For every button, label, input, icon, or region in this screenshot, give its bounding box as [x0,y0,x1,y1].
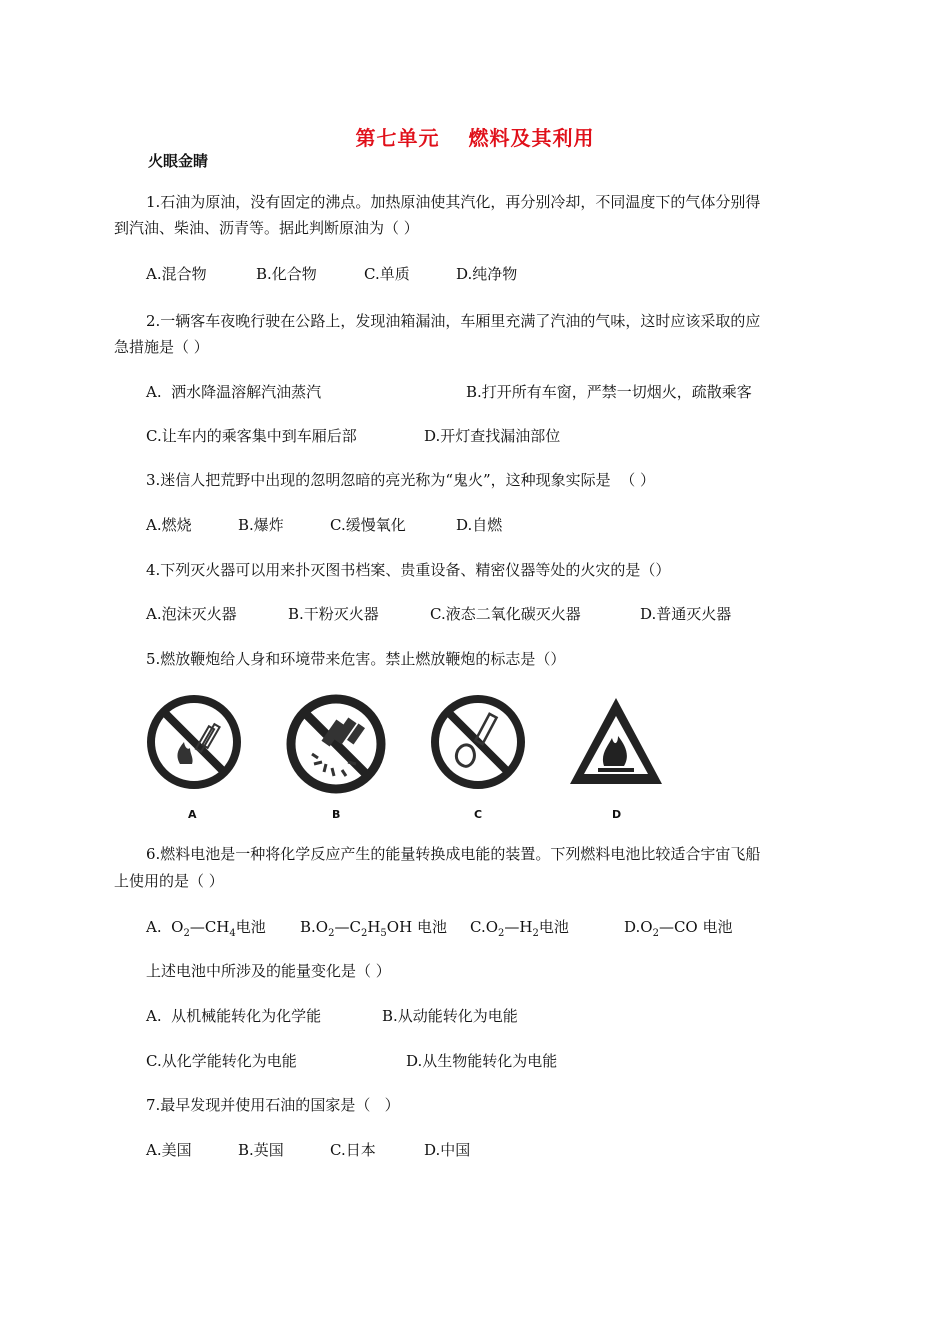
no-fire-sign-a [144,692,244,792]
section-heading: 火眼金睛 [148,152,209,170]
q7-option-c: C.日本 [330,1141,376,1159]
q6-option-d: $D.O_2—CO$ 电池 [624,918,733,939]
q3-option-b: B.爆炸 [238,516,284,534]
q6-sub-option-b: B.从动能转化为电能 [382,1007,518,1025]
q6-sub-stem: 上述电池中所涉及的能量变化是（ ） [146,962,391,980]
q7-stem: 7.最早发现并使用石油的国家是（ ） [146,1096,400,1114]
q5-label-c: C [474,808,483,821]
q2-option-b: B.打开所有车窗，严禁一切烟火，疏散乘客 [466,383,752,401]
q5-label-d: D [612,808,622,821]
q1-option-b: B.化合物 [256,265,317,283]
q1-stem-line1: 1.石油为原油，没有固定的沸点。加热原油使其汽化，再分别冷却，不同温度下的气体分别得 [146,193,761,211]
q6-stem-line2: 上使用的是（ ） [114,872,224,890]
q6-sub-option-a: A. 从机械能转化为化学能 [146,1007,322,1025]
q6-sub-option-c: C.从化学能转化为电能 [146,1052,297,1070]
q5-label-b: B [332,808,341,821]
page-title: 第七单元 燃料及其利用 [355,126,595,150]
q4-stem: 4.下列灭火器可以用来扑灭图书档案、贵重设备、精密仪器等处的火灾的是（） [146,561,671,579]
q5-label-a: A [188,808,197,821]
q2-option-c: C.让车内的乘客集中到车厢后部 [146,427,357,445]
q7-option-a: A.美国 [146,1141,192,1159]
q1-option-d: D.纯净物 [456,265,518,283]
q3-stem: 3.迷信人把荒野中出现的忽明忽暗的亮光称为“鬼火”，这种现象实际是 （ ） [146,471,655,489]
q6-sub-option-d: D.从生物能转化为电能 [406,1052,558,1070]
flammable-warning-sign-d [564,692,668,796]
q3-option-c: C.缓慢氧化 [330,516,406,534]
q6-option-c: $C.O_2—H_2$电池 [470,918,569,939]
q1-stem-line2: 到汽油、柴油、沥青等。据此判断原油为（ ） [114,219,419,237]
q7-option-d: D.中国 [424,1141,471,1159]
q4-option-a: A.泡沫灭火器 [146,605,237,623]
q4-option-c: C.液态二氧化碳灭火器 [430,605,581,623]
q3-option-d: D.自燃 [456,516,503,534]
q2-stem-line2: 急措施是（ ） [114,338,209,356]
q2-option-d: D.开灯查找漏油部位 [424,427,561,445]
no-smoking-sign-c [428,692,528,792]
q3-option-a: A.燃烧 [146,516,192,534]
q2-option-a: A. 洒水降温溶解汽油蒸汽 [146,383,322,401]
q4-option-b: B.干粉灭火器 [288,605,379,623]
q2-stem-line1: 2.一辆客车夜晚行驶在公路上，发现油箱漏油，车厢里充满了汽油的气味，这时应该采取的应 [146,312,761,330]
q5-stem: 5.燃放鞭炮给人身和环境带来危害。禁止燃放鞭炮的标志是（） [146,650,566,668]
q6-stem-line1: 6.燃料电池是一种将化学反应产生的能量转换成电能的装置。下列燃料电池比较适合宇宙飞船 [146,845,761,863]
q6-option-a: A. $O_2—CH_4$电池 [146,918,266,939]
q7-option-b: B.英国 [238,1141,284,1159]
q6-option-b: $B.O_2—C_2H_5OH$ 电池 [300,918,447,939]
q5-sign-figures [140,692,660,832]
q4-option-d: D.普通灭火器 [640,605,732,623]
no-firecracker-sign-b [284,692,388,796]
q1-option-c: C.单质 [364,265,410,283]
q1-option-a: A.混合物 [146,265,207,283]
